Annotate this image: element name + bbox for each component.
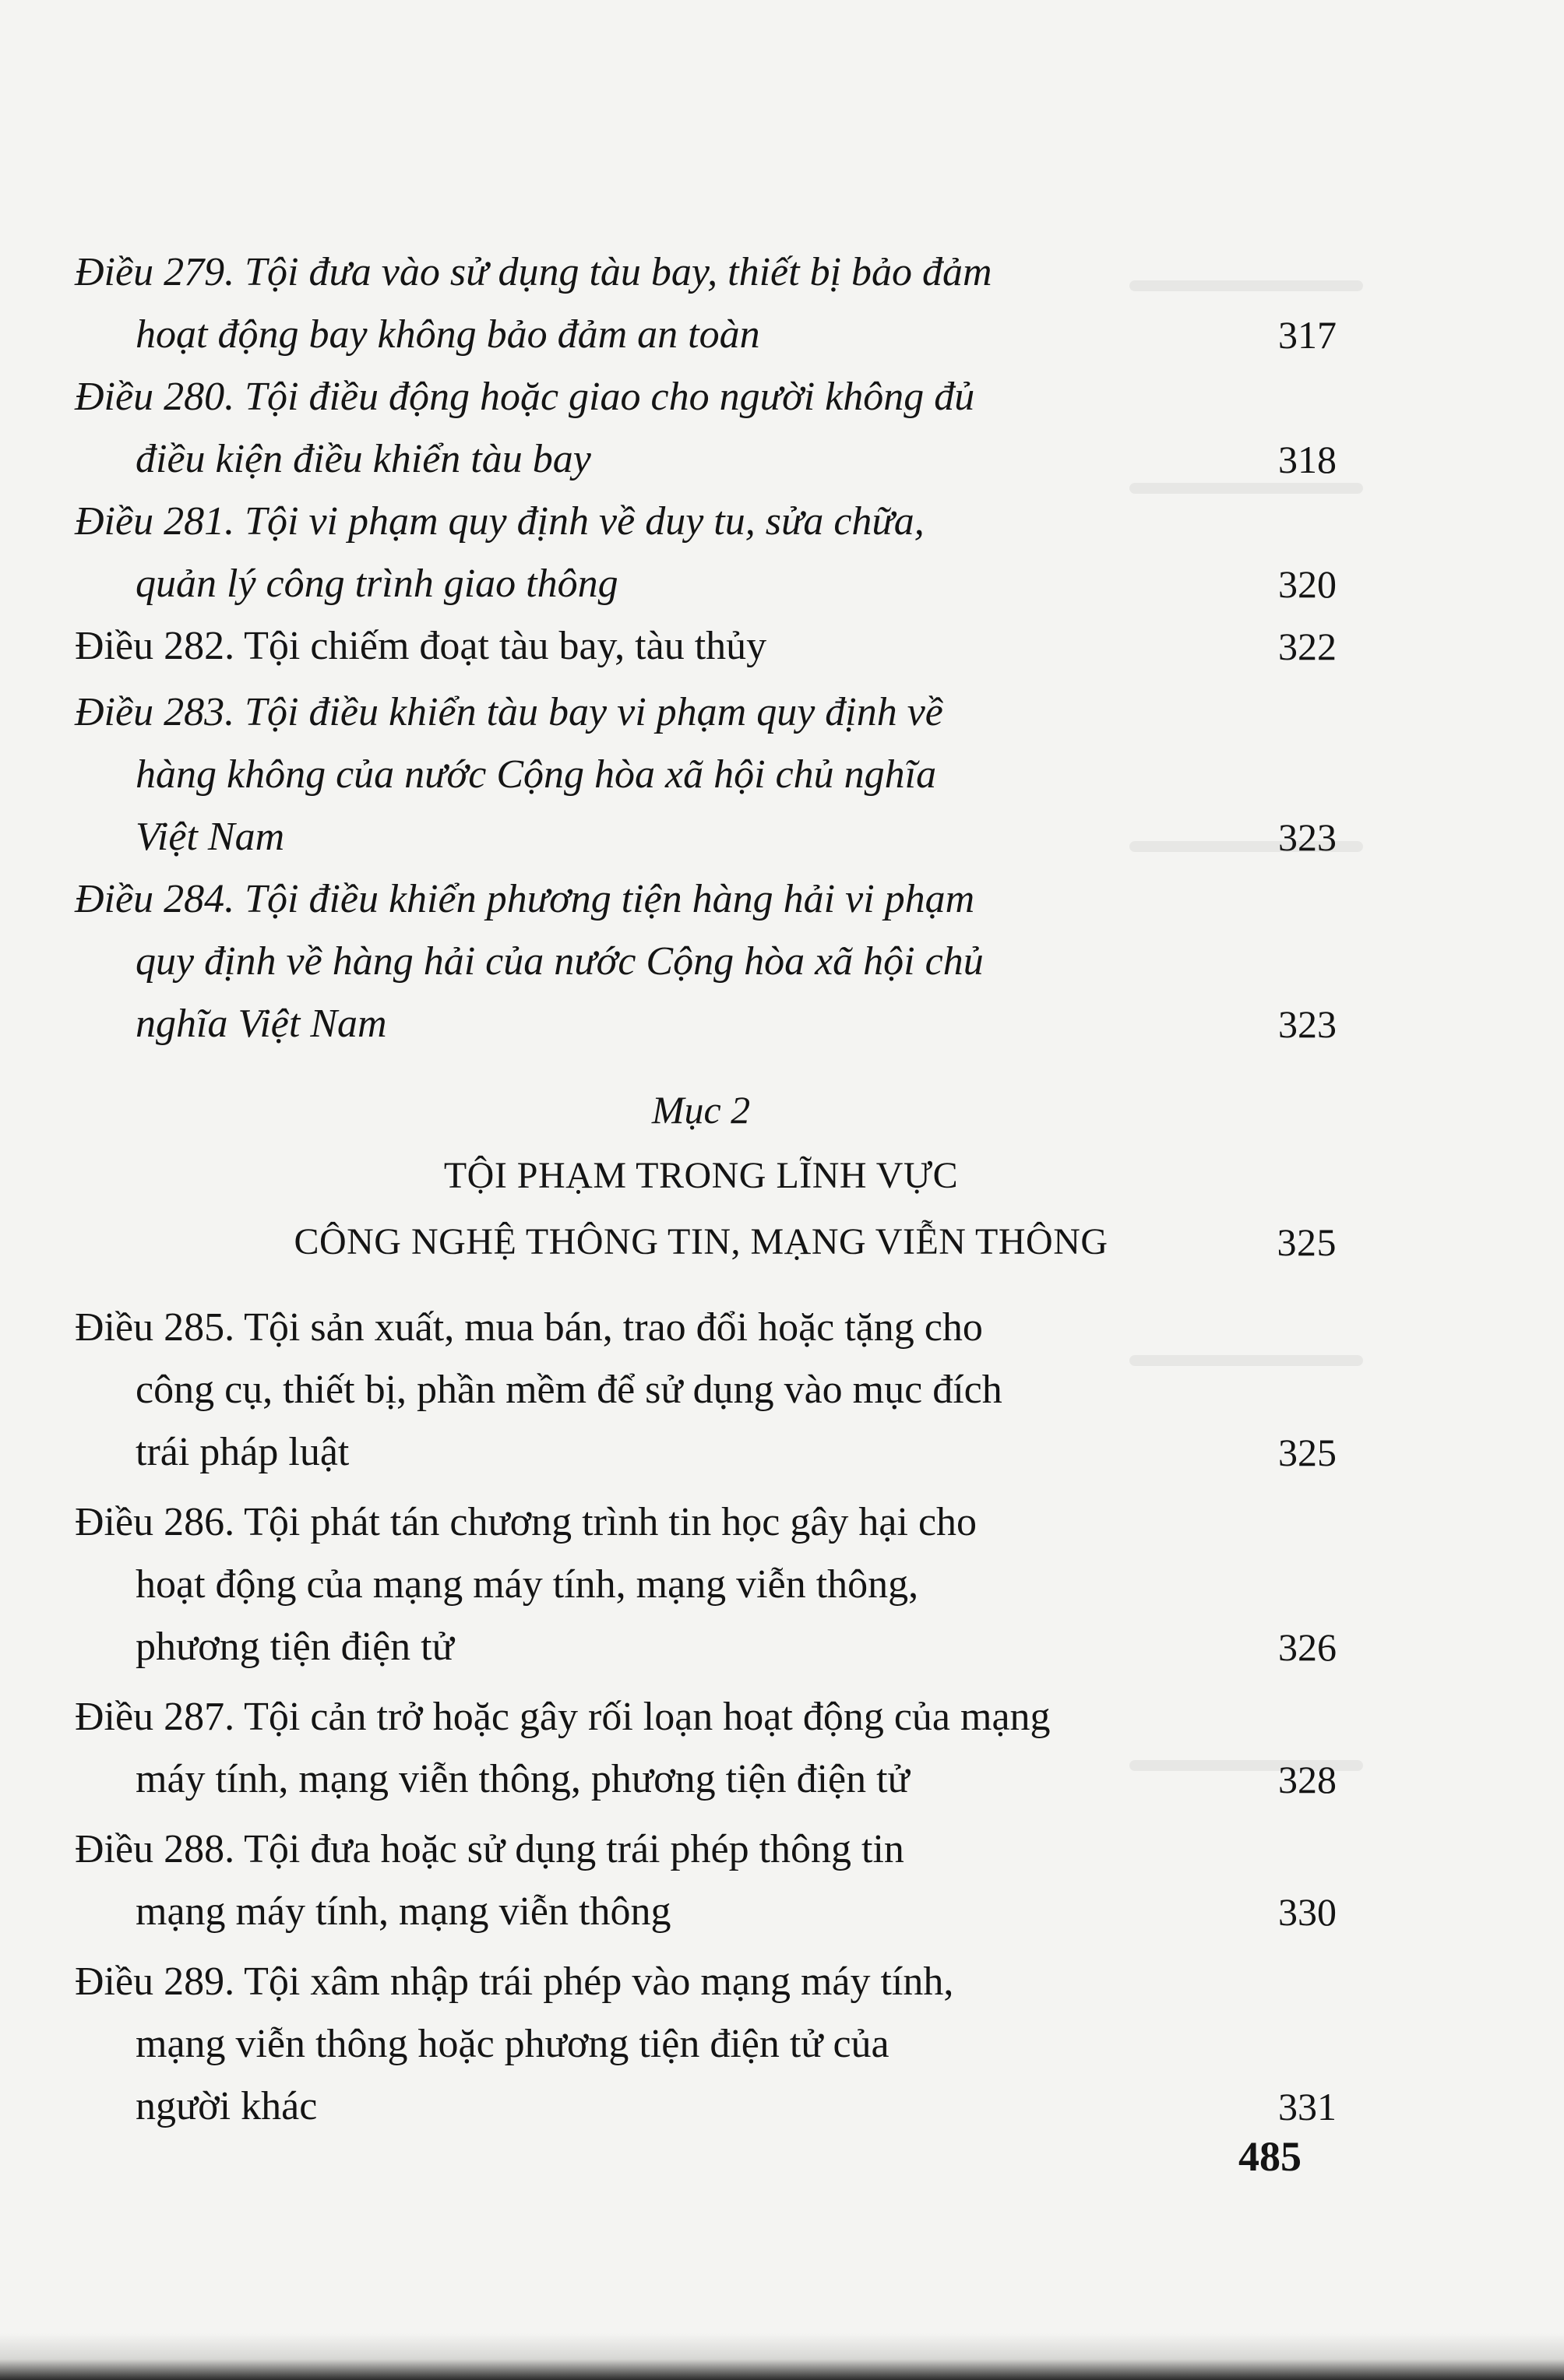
entry-page-number: 331	[1278, 2085, 1337, 2128]
entry-line: Điều 285. Tội sản xuất, mua bán, trao đổi hoặc tặng cho	[75, 1305, 983, 1350]
entry-line-text: máy tính, mạng viễn thông, phương tiện điện tử	[136, 1757, 910, 1801]
entry-line-text: điều kiện điều khiển tàu bay	[136, 437, 591, 481]
entry-line-text: quản lý công trình giao thông	[136, 562, 618, 606]
entry-page-number: 323	[1278, 815, 1337, 859]
entry-line	[75, 2075, 1337, 2138]
entry-line	[75, 615, 1337, 678]
entry-line	[75, 1748, 1337, 1811]
entry-page-number: 317	[1278, 313, 1337, 357]
entry-line	[75, 1616, 1337, 1678]
entry-line: Điều 284. Tội điều khiển phương tiện hàng hải vi phạm	[75, 877, 975, 921]
entry-page-number: 320	[1278, 562, 1337, 606]
entry-line	[75, 1881, 1337, 1943]
entry-line: Điều 287. Tội cản trở hoặc gây rối loạn hoạt động của mạng	[75, 1695, 1051, 1739]
toc-entry-282	[75, 615, 1337, 678]
entry-line-text: Điều 282. Tội chiếm đoạt tàu bay, tàu thủy	[75, 624, 767, 668]
entry-line-text: mạng máy tính, mạng viễn thông	[136, 1889, 671, 1934]
section-page-number: 325	[1277, 1220, 1337, 1264]
entry-page-number: 322	[1278, 625, 1337, 668]
toc-entry-287	[75, 1686, 1337, 1811]
entry-line: hàng không của nước Cộng hòa xã hội chủ nghĩa	[136, 752, 937, 797]
entry-line: Điều 289. Tội xâm nhập trái phép vào mạng máy tính,	[75, 1959, 954, 2004]
toc-entry-280	[75, 366, 1337, 491]
section-title-text: CÔNG NGHỆ THÔNG TIN, MẠNG VIỄN THÔNG	[294, 1221, 1108, 1262]
entry-line: Điều 279. Tội đưa vào sử dụng tàu bay, thiết bị bảo đảm	[75, 250, 992, 294]
toc-entry-281	[75, 491, 1337, 615]
entry-line: quy định về hàng hải của nước Cộng hòa xã hội chủ	[136, 939, 984, 984]
toc-entry-288	[75, 1818, 1337, 1943]
entry-page-number: 325	[1278, 1431, 1337, 1474]
entry-line-text: nghĩa Việt Nam	[136, 1002, 387, 1046]
section-title-line-1: TỘI PHẠM TRONG LĨNH VỰC	[443, 1155, 959, 1196]
toc-entry-283	[75, 681, 1337, 868]
toc-entry-289	[75, 1951, 1337, 2138]
toc-entry-285	[75, 1297, 1337, 1484]
entry-line: Điều 281. Tội vi phạm quy định về duy tu, sửa chữa,	[75, 499, 925, 544]
entry-line: Điều 288. Tội đưa hoặc sử dụng trái phép thông tin	[75, 1827, 904, 1871]
entry-page-number: 318	[1278, 438, 1337, 481]
entry-line	[75, 806, 1337, 868]
entry-line: công cụ, thiết bị, phần mềm để sử dụng vào mục đích	[136, 1368, 1002, 1412]
entry-line	[75, 1421, 1337, 1484]
entry-line: Điều 280. Tội điều động hoặc giao cho người không đủ	[75, 375, 975, 419]
entry-page-number: 330	[1278, 1890, 1337, 1934]
entry-line: Điều 286. Tội phát tán chương trình tin học gây hại cho	[75, 1500, 978, 1544]
entry-line: Điều 283. Tội điều khiển tàu bay vi phạm quy định về	[75, 690, 943, 734]
toc-entry-284	[75, 868, 1337, 1055]
section-label: Mục 2	[651, 1088, 751, 1132]
entry-line	[75, 304, 1337, 366]
entry-page-number: 323	[1278, 1002, 1337, 1046]
entry-line: mạng viễn thông hoặc phương tiện điện tử của	[136, 2022, 889, 2066]
entry-line	[75, 428, 1337, 491]
entry-page-number: 326	[1278, 1625, 1337, 1669]
entry-line-text: Việt Nam	[136, 815, 285, 859]
page-number: 485	[1238, 2133, 1302, 2180]
entry-line-text: hoạt động bay không bảo đảm an toàn	[136, 312, 760, 357]
entry-line	[75, 553, 1337, 615]
entry-line-text: trái pháp luật	[136, 1430, 350, 1474]
entry-line	[75, 993, 1337, 1055]
entry-line: hoạt động của mạng máy tính, mạng viễn thông,	[136, 1562, 919, 1607]
entry-line-text: người khác	[136, 2084, 318, 2128]
entry-page-number: 328	[1278, 1758, 1337, 1801]
entry-line-text: phương tiện điện tử	[136, 1625, 454, 1669]
section-title-line-2	[0, 1211, 1402, 1273]
page-bottom-edge	[0, 2333, 1564, 2380]
toc-entry-286	[75, 1491, 1337, 1678]
toc-entry-279	[75, 241, 1337, 366]
